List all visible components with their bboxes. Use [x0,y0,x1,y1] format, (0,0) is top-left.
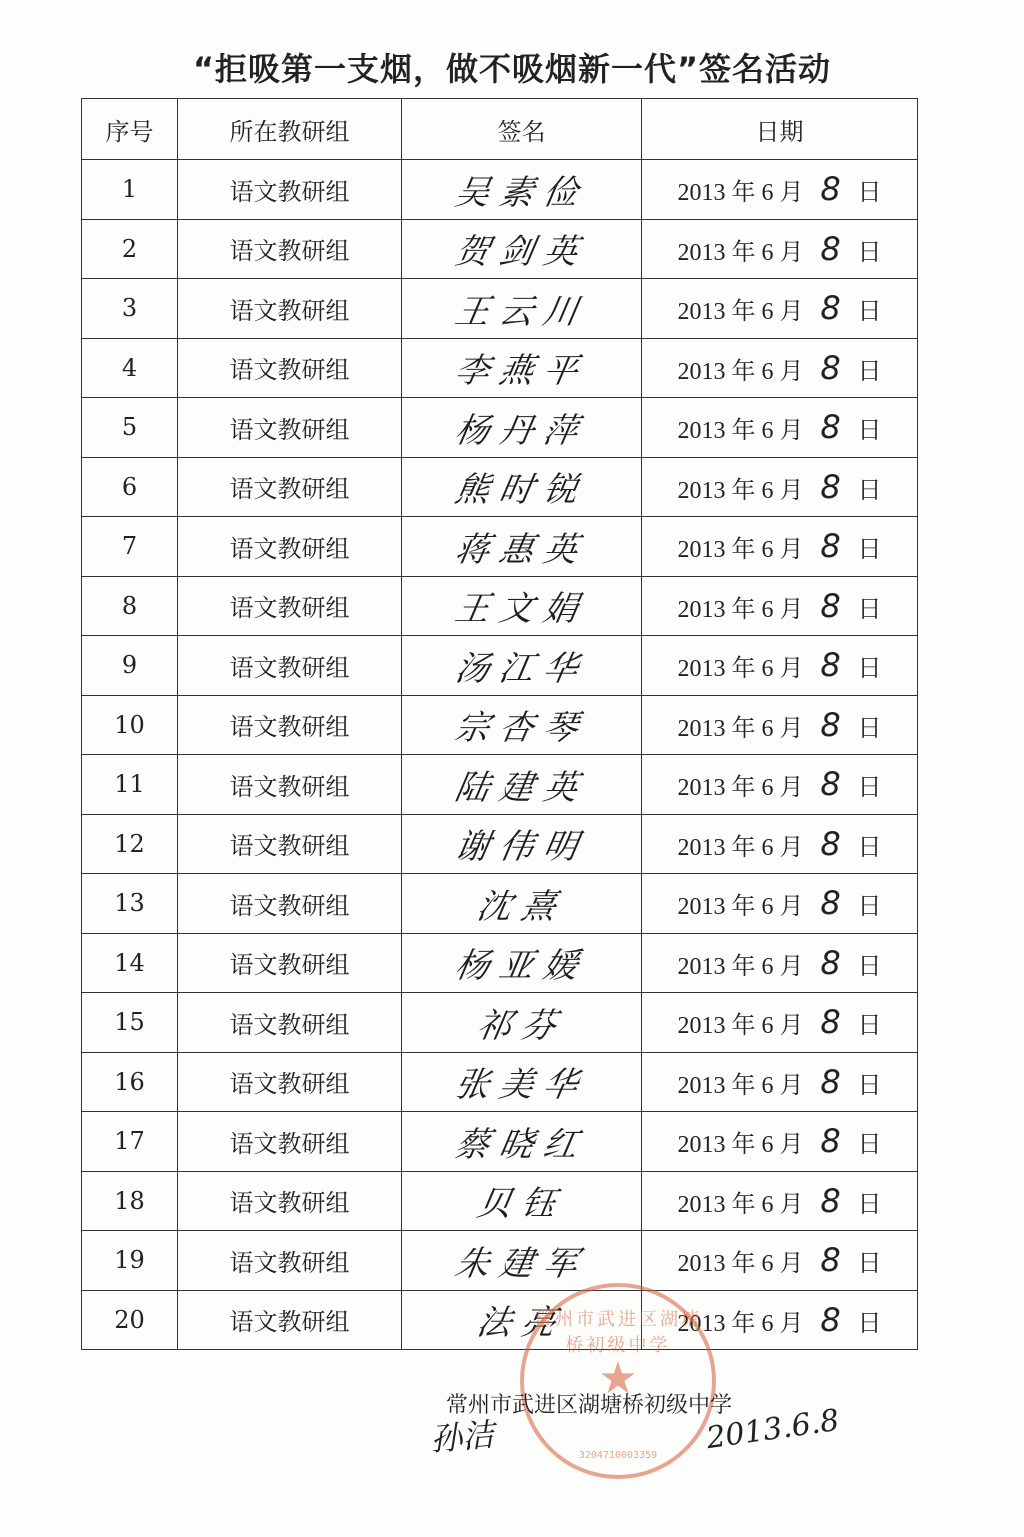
table-row [82,993,918,1053]
row-number: 18 [82,1171,178,1231]
row-signature-cell [402,457,642,517]
row-signature-cell [402,398,642,458]
table-row [82,576,918,636]
row-day-handwritten: 8 [820,586,841,625]
seal-star-icon: ★ [598,1353,638,1404]
row-number: 8 [82,576,178,636]
row-date-cell [642,279,918,339]
handwritten-signature: 朱建军 [451,1243,591,1284]
row-day-handwritten: 8 [820,289,841,328]
row-signature-cell [402,338,642,398]
row-date-text: 2013 年 6 月 [677,775,804,802]
seal-text: 常州市武进区湖塘桥初级中学 [534,1309,702,1356]
handwritten-signature: 李燕平 [451,351,591,392]
row-group: 语文教研组 [178,160,402,220]
row-date-cell [642,874,918,934]
row-number: 19 [82,1231,178,1291]
handwritten-signature: 蒋惠英 [451,529,591,570]
row-number: 7 [82,517,178,577]
row-date-text: 2013 年 6 月 [677,1013,804,1040]
footer-date: 2013.6.8 [704,1402,842,1457]
row-number: 6 [82,457,178,517]
row-date-cell [642,636,918,696]
table-body [82,160,918,1350]
row-day-handwritten: 8 [820,1003,841,1042]
row-date-cell [642,338,918,398]
row-group: 语文教研组 [178,398,402,458]
row-signature-cell [402,1171,642,1231]
row-day-unit: 日 [857,656,882,683]
row-date-cell [642,993,918,1053]
row-group: 语文教研组 [178,933,402,993]
handwritten-signature: 杨丹萍 [451,410,591,451]
row-date-text: 2013 年 6 月 [677,1251,804,1278]
row-group: 语文教研组 [178,457,402,517]
row-day-unit: 日 [857,953,882,980]
row-day-unit: 日 [857,715,882,742]
row-signature-cell [402,1231,642,1291]
row-date-text: 2013 年 6 月 [677,1310,804,1337]
row-date-cell [642,695,918,755]
table-row [82,636,918,696]
row-number: 1 [82,160,178,220]
table-row [82,517,918,577]
row-day-handwritten: 8 [820,943,841,982]
header-group: 所在教研组 [178,99,402,160]
handwritten-signature: 宗杏琴 [451,708,591,749]
row-number: 14 [82,933,178,993]
row-date-text: 2013 年 6 月 [677,477,804,504]
row-day-unit: 日 [857,775,882,802]
row-day-handwritten: 8 [820,348,841,387]
table-row [82,279,918,339]
row-day-handwritten: 8 [820,1181,841,1220]
table-row [82,1112,918,1172]
row-day-handwritten: 8 [820,527,841,566]
table-row [82,874,918,934]
row-signature-cell [402,517,642,577]
row-signature-cell [402,576,642,636]
handwritten-signature: 张美华 [451,1065,591,1106]
row-day-unit: 日 [857,1132,882,1159]
row-group: 语文教研组 [178,874,402,934]
row-day-unit: 日 [857,239,882,266]
handwritten-signature: 汤江华 [451,648,591,689]
row-date-text: 2013 年 6 月 [677,596,804,623]
table-header-row [82,99,918,160]
row-day-handwritten: 8 [820,467,841,506]
handwritten-signature: 蔡晓红 [451,1124,591,1165]
row-signature-cell [402,755,642,815]
row-day-handwritten: 8 [820,408,841,447]
row-number: 20 [82,1290,178,1350]
handwritten-signature: 熊时锐 [451,470,591,511]
row-group: 语文教研组 [178,1290,402,1350]
row-date-cell [642,219,918,279]
row-date-text: 2013 年 6 月 [677,953,804,980]
row-number: 2 [82,219,178,279]
table-row [82,695,918,755]
row-date-cell [642,457,918,517]
row-day-handwritten: 8 [820,765,841,804]
row-signature-cell [402,279,642,339]
row-group: 语文教研组 [178,1171,402,1231]
handwritten-signature: 谢伟明 [451,827,591,868]
row-date-cell [642,933,918,993]
row-day-unit: 日 [857,1072,882,1099]
handwritten-signature: 吴素俭 [451,172,591,213]
row-number: 16 [82,1052,178,1112]
row-date-text: 2013 年 6 月 [677,299,804,326]
row-day-unit: 日 [857,1191,882,1218]
table-row [82,219,918,279]
row-day-handwritten: 8 [820,705,841,744]
row-date-cell [642,398,918,458]
row-date-cell [642,1290,918,1350]
row-signature-cell [402,636,642,696]
row-day-unit: 日 [857,596,882,623]
table-row [82,398,918,458]
handwritten-signature: 贝钰 [473,1184,569,1225]
row-number: 4 [82,338,178,398]
row-group: 语文教研组 [178,814,402,874]
row-date-cell [642,1231,918,1291]
footer-signature: 孙洁 [428,1415,496,1459]
row-signature-cell [402,1290,642,1350]
row-date-cell [642,814,918,874]
table-row [82,755,918,815]
row-date-cell [642,160,918,220]
row-day-handwritten: 8 [820,170,841,209]
row-date-text: 2013 年 6 月 [677,834,804,861]
row-day-handwritten: 8 [820,646,841,685]
row-day-unit: 日 [857,537,882,564]
row-signature-cell [402,219,642,279]
row-date-text: 2013 年 6 月 [677,894,804,921]
row-group: 语文教研组 [178,993,402,1053]
row-number: 11 [82,755,178,815]
handwritten-signature: 贺剑英 [451,232,591,273]
page-title: “拒吸第一支烟，做不吸烟新一代”签名活动 [192,50,832,88]
row-group: 语文教研组 [178,219,402,279]
handwritten-signature: 王云川 [451,291,591,332]
row-date-cell [642,1052,918,1112]
table-row [82,1231,918,1291]
row-date-text: 2013 年 6 月 [677,180,804,207]
handwritten-signature: 沈熹 [473,886,569,927]
row-date-text: 2013 年 6 月 [677,1072,804,1099]
row-signature-cell [402,874,642,934]
row-day-handwritten: 8 [820,1122,841,1161]
row-signature-cell [402,933,642,993]
row-signature-cell [402,1052,642,1112]
header-date: 日期 [642,99,918,160]
row-day-unit: 日 [857,358,882,385]
row-day-unit: 日 [857,1013,882,1040]
table-row [82,338,918,398]
row-date-text: 2013 年 6 月 [677,358,804,385]
row-day-handwritten: 8 [820,1241,841,1280]
row-day-handwritten: 8 [820,824,841,863]
row-date-text: 2013 年 6 月 [677,656,804,683]
row-group: 语文教研组 [178,636,402,696]
table-row [82,457,918,517]
row-day-unit: 日 [857,418,882,445]
row-signature-cell [402,993,642,1053]
row-date-text: 2013 年 6 月 [677,1191,804,1218]
row-date-cell [642,1112,918,1172]
table-row [82,933,918,993]
row-number: 5 [82,398,178,458]
row-day-unit: 日 [857,834,882,861]
table-row [82,160,918,220]
header-no: 序号 [82,99,178,160]
row-date-text: 2013 年 6 月 [677,1132,804,1159]
table-row [82,1290,918,1350]
row-day-unit: 日 [857,1310,882,1337]
table-row [82,814,918,874]
school-name: 常州市武进区湖塘桥初级中学 [446,1393,733,1418]
row-number: 17 [82,1112,178,1172]
row-date-text: 2013 年 6 月 [677,715,804,742]
seal-code: 3204710003359 [578,1450,658,1461]
handwritten-signature: 陆建英 [451,767,591,808]
row-group: 语文教研组 [178,1112,402,1172]
row-day-unit: 日 [857,180,882,207]
row-number: 10 [82,695,178,755]
row-day-handwritten: 8 [820,229,841,268]
row-number: 12 [82,814,178,874]
row-day-unit: 日 [857,477,882,504]
row-group: 语文教研组 [178,1052,402,1112]
row-group: 语文教研组 [178,279,402,339]
header-signature: 签名 [402,99,642,160]
row-day-unit: 日 [857,1251,882,1278]
handwritten-signature: 杨亚媛 [451,946,591,987]
row-number: 15 [82,993,178,1053]
row-day-unit: 日 [857,299,882,326]
row-number: 13 [82,874,178,934]
row-group: 语文教研组 [178,755,402,815]
row-signature-cell [402,814,642,874]
row-day-handwritten: 8 [820,1300,841,1339]
row-date-text: 2013 年 6 月 [677,239,804,266]
row-group: 语文教研组 [178,1231,402,1291]
row-group: 语文教研组 [178,517,402,577]
row-day-handwritten: 8 [820,884,841,923]
table-row [82,1052,918,1112]
row-number: 3 [82,279,178,339]
row-group: 语文教研组 [178,695,402,755]
row-date-cell [642,755,918,815]
row-day-unit: 日 [857,894,882,921]
handwritten-signature: 祁芬 [473,1005,569,1046]
row-signature-cell [402,695,642,755]
handwritten-signature: 王文娟 [451,589,591,630]
row-signature-cell [402,160,642,220]
row-day-handwritten: 8 [820,1062,841,1101]
row-date-cell [642,1171,918,1231]
row-date-text: 2013 年 6 月 [677,537,804,564]
signature-table [81,98,918,1350]
row-signature-cell [402,1112,642,1172]
table-row [82,1171,918,1231]
row-date-cell [642,517,918,577]
handwritten-signature: 法亮 [473,1303,569,1344]
row-number: 9 [82,636,178,696]
row-date-text: 2013 年 6 月 [677,418,804,445]
row-group: 语文教研组 [178,338,402,398]
row-group: 语文教研组 [178,576,402,636]
row-date-cell [642,576,918,636]
